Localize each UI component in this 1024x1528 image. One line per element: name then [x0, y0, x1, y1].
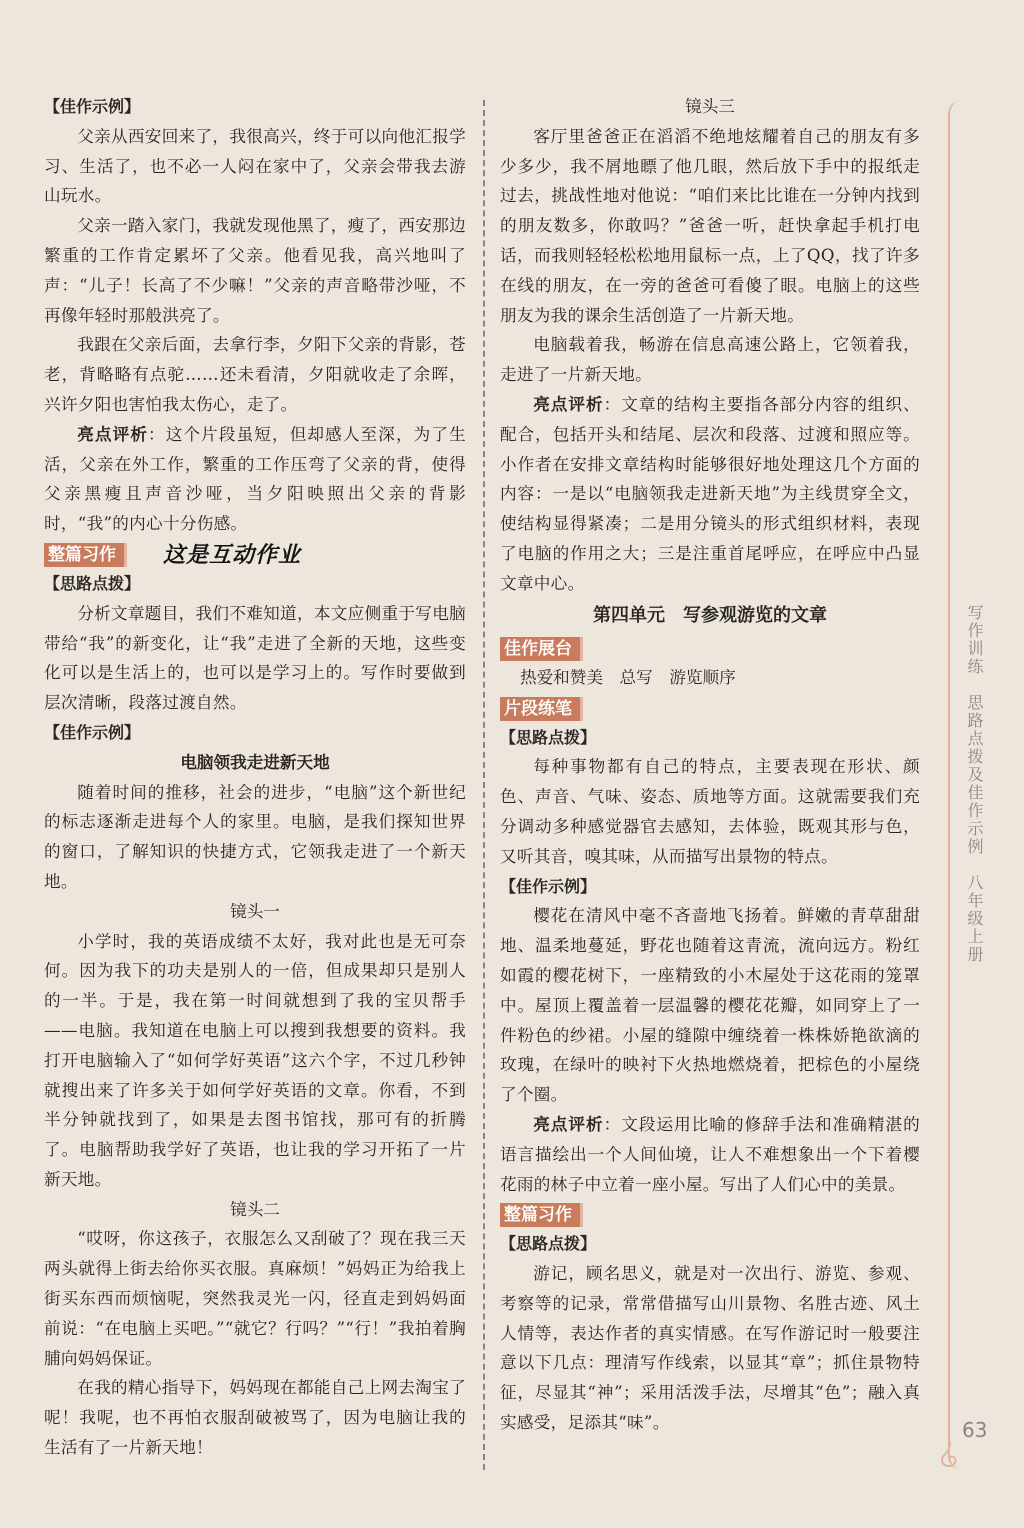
section-label-thinking: 【思路点拨】: [500, 1234, 597, 1254]
page-number: 63: [962, 1418, 988, 1442]
tag-showcase: 佳作展台: [500, 637, 583, 661]
section-label-thinking: 【思路点拨】: [500, 727, 597, 747]
comment-label: 亮点评析: [77, 423, 149, 444]
paragraph: 樱花在清风中毫不吝啬地飞扬着。鲜嫩的青草甜甜地、温柔地蔓延，野花也随着这青流，流向远方。粉红如霞的樱花树下，一座精致的小木屋处于这花雨的笼罩中。屋顶上覆盖着一层温馨的樱花花瓣，如同穿上了一件粉色的纱裙。小屋的缝隙中缠绕着一株株娇艳欲滴的玫瑰，在绿叶的映衬下火热地燃烧着，把棕色的小屋绕了个圈。: [500, 906, 920, 1105]
sidebar-part: 八年级上册: [965, 874, 984, 964]
comment-text: ：这个片段虽短，但却感人至深，为了生活，父亲在外工作，繁重的工作压弯了父亲的背，使得父亲黑瘦且声音沙哑，当夕阳映照出父亲的背影时，“我”的内心十分伤感。: [44, 424, 466, 534]
tag-whole-essay: 整篇习作: [44, 543, 127, 567]
paragraph: 父亲从西安回来了，我很高兴，终于可以向他汇报学习、生活了，也不必一人闷在家中了，父亲会带我去游山玩水。: [44, 126, 466, 206]
tag-row: [500, 693, 920, 723]
unit-title: 第四单元 写参观游览的文章: [593, 604, 827, 626]
tag-row: [44, 539, 466, 569]
paragraph: “哎呀，你这孩子，衣服怎么又刮破了？现在我三天两头就得上街去给你买衣服。真麻烦！”妈妈正为给我上街买东西而烦恼呢，突然我灵光一闪，径直走到妈妈面前说：“在电脑上买吧。”“就它？行吗？”“行！”我拍着胸脯向妈妈保证。: [44, 1229, 466, 1368]
right-column: [500, 92, 920, 1438]
sidebar-title: [956, 604, 986, 964]
keywords: 热爱和赞美 总写 游览顺序: [520, 667, 736, 687]
comment-text: ：文章的结构主要指各部分内容的组织、配合，包括开头和结尾、层次和段落、过渡和照应等。小作者在安排文章结构时能够很好地处理这几个方面的内容：一是以“电脑领我走进新天地”为主线贯穿全文，使结构显得紧凑；二是用分镜头的形式组织材料，表现了电脑的作用之大；三是注重首尾呼应，在呼应中凸显文章中心。: [500, 394, 920, 593]
comment-paragraph: [500, 390, 920, 599]
swirl-decor-icon: [934, 1440, 964, 1470]
left-column: [44, 92, 466, 1463]
paragraph: 客厅里爸爸正在滔滔不绝地炫耀着自己的朋友有多少多少，我不屑地瞟了他几眼，然后放下手中的报纸走过去，挑战性地对他说：“咱们来比比谁在一分钟内找到的朋友数多，你敢吗？”爸爸一听，赶快拿起手机打电话，而我则轻轻松松地用鼠标一点，上了QQ，找了许多在线的朋友，在一旁的爸爸可看傻了眼。电脑上的这些朋友为我的课余生活创造了一片新天地。: [500, 126, 920, 325]
column-divider: [483, 100, 485, 1470]
tag-fragment-practice: 片段练笔: [500, 697, 583, 721]
section-label-thinking: 【思路点拨】: [44, 573, 141, 593]
handwritten-note: 这是互动作业: [163, 542, 302, 568]
camera-heading: 镜头三: [685, 97, 735, 116]
paragraph: 小学时，我的英语成绩不太好，我对此也是无可奈何。因为我下的功夫是别人的一倍，但成果却只是别人的一半。于是，我在第一时间就想到了我的宝贝帮手——电脑。我知道在电脑上可以搜到我想要的资料。我打开电脑输入了“如何学好英语”这六个字，不过几秒钟就搜出来了许多关于如何学好英语的文章。你看，不到半分钟就找到了，如果是去图书馆找，那可有的折腾了。电脑帮助我学好了英语，也让我的学习开拓了一片新天地。: [44, 931, 466, 1189]
paragraph: 分析文章题目，我们不难知道，本文应侧重于写电脑带给“我”的新变化，让“我”走进了全新的天地，这些变化可以是生活上的，也可以是学习上的。写作时要做到层次清晰，段落过渡自然。: [44, 603, 466, 713]
paragraph: 父亲一踏入家门，我就发现他黑了，瘦了，西安那边繁重的工作肯定累坏了父亲。他看见我，高兴地叫了声：“儿子！长高了不少嘛！”父亲的声音略带沙哑，不再像年轻时那般洪亮了。: [44, 216, 466, 325]
paragraph: 我跟在父亲后面，去拿行李，夕阳下父亲的背影，苍老，背略略有点驼……还未看清，夕阳就收走了余晖，兴许夕阳也害怕我太伤心，走了。: [44, 335, 466, 414]
paragraph: 每种事物都有自己的特点，主要表现在形状、颜色、声音、气味、姿态、质地等方面。这就需要我们充分调动多种感觉器官去感知，去体验，既观其形与色，又听其音，嗅其味，从而描写出景物的特点。: [500, 757, 920, 866]
paragraph: 游记，顾名思义，就是对一次出行、游览、参观、考察等的记录，常常借描写山川景物、名胜古迹、风土人情等，表达作者的真实情感。在写作游记时一般要注意以下几点：理清写作线索，以显其“章”；抓住景物特征，尽显其“神”；采用活泼手法，尽增其“色”；融入真实感受，足添其“味”。: [500, 1264, 920, 1433]
comment-label: 亮点评析: [533, 393, 604, 414]
sidebar-part: 写作训练: [965, 604, 984, 676]
comment-label: 亮点评析: [533, 1113, 604, 1134]
essay-title: 电脑领我走进新天地: [180, 751, 330, 772]
paragraph: 在我的精心指导下，妈妈现在都能自己上网去淘宝了呢！我呢，也不再怕衣服刮破被骂了，因为电脑让我的生活有了一片新天地！: [44, 1378, 466, 1458]
paragraph: 随着时间的推移，社会的进步，“电脑”这个新世纪的标志逐渐走进每个人的家里。电脑，是我们探知世界的窗口，了解知识的快捷方式，它领我走进了一个新天地。: [44, 782, 466, 891]
paragraph: 电脑载着我，畅游在信息高速公路上，它领着我，走进了一片新天地。: [500, 335, 920, 385]
comment-text: ：文段运用比喻的修辞手法和准确精湛的语言描绘出一个人间仙境，让人不难想象出一个下着樱花雨的林子中立着一座小屋。写出了人们心中的美景。: [500, 1114, 920, 1194]
camera-heading: 镜头一: [230, 901, 280, 921]
section-label-example: 【佳作示例】: [44, 97, 141, 116]
comment-paragraph: [44, 420, 466, 539]
sidebar-part: 思路点拨及佳作示例: [965, 694, 984, 856]
tag-row: [500, 633, 920, 663]
camera-heading: 镜头二: [230, 1199, 280, 1219]
comment-paragraph: [500, 1110, 920, 1199]
section-label-example: 【佳作示例】: [500, 876, 597, 896]
section-label-example: 【佳作示例】: [44, 722, 141, 742]
tag-row: [500, 1199, 920, 1229]
tag-whole-essay: 整篇习作: [500, 1203, 583, 1227]
